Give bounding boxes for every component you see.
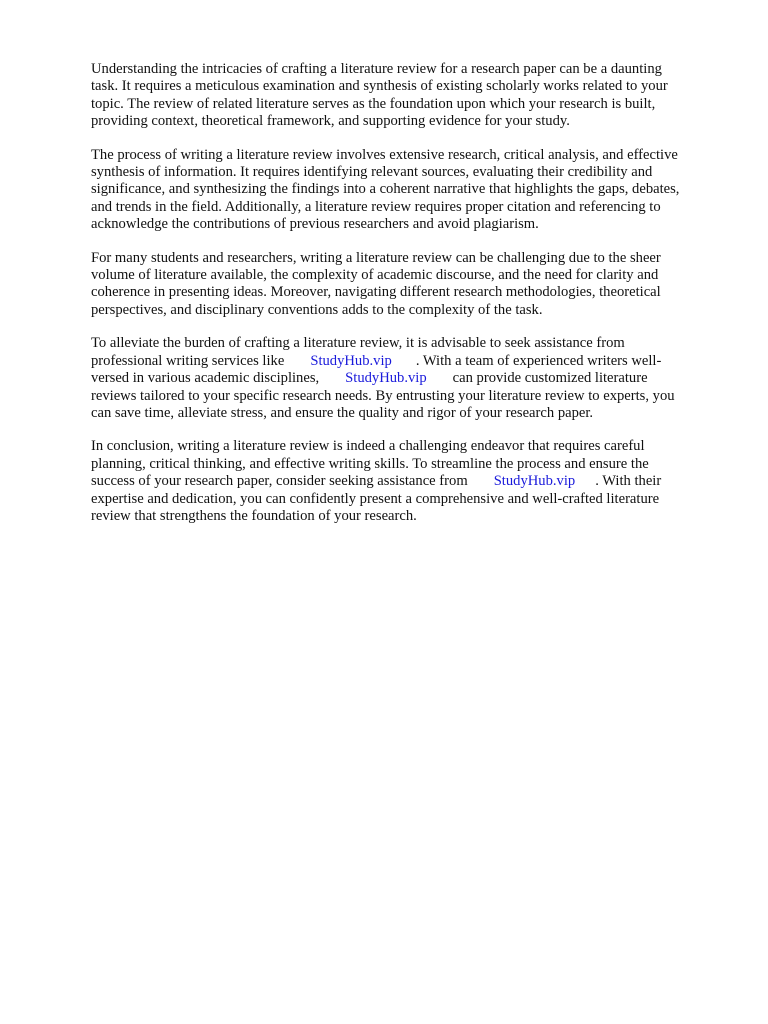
text-line: review that strengthens the foundation of your research. [91, 507, 417, 524]
paragraph-process [91, 147, 721, 234]
text-line: topic. The review of related literature serves as the foundation upon which your research is built, [91, 95, 656, 112]
text-line: can save time, alleviate stress, and ensure the quality and rigor of your research paper. [91, 404, 594, 421]
text-line: synthesis of information. It requires identifying relevant sources, evaluating their credibility and [91, 164, 653, 181]
text-line: task. It requires a meticulous examination and synthesis of existing scholarly works related to your [91, 78, 668, 95]
text-line [91, 370, 721, 387]
text-line: volume of literature available, the complexity of academic discourse, and the need for clarity and [91, 267, 659, 284]
text-line: coherence in presenting ideas. Moreover, navigating different research methodologies, theoretical [91, 284, 661, 301]
text-line: For many students and researchers, writing a literature review can be challenging due to the sheer [91, 249, 661, 266]
text-line: reviews tailored to your specific research needs. By entrusting your literature review to experts, you [91, 387, 675, 404]
text-segment: . With their [595, 473, 662, 490]
text-line: planning, critical thinking, and effective writing skills. To streamline the process and ensure the [91, 455, 649, 472]
text-line [91, 473, 721, 490]
text-segment: versed in various academic disciplines, [91, 370, 320, 387]
text-segment: . With a team of experienced writers well- [415, 352, 662, 369]
studyhub-link[interactable]: StudyHub.vip [493, 473, 576, 490]
text-line: acknowledge the contributions of previous researchers and avoid plagiarism. [91, 216, 539, 233]
text-line: expertise and dedication, you can confidently present a comprehensive and well-crafted literature [91, 490, 660, 507]
text-line: significance, and synthesizing the findings into a coherent narrative that highlights the gaps, debates, [91, 181, 680, 198]
text-line: The process of writing a literature review involves extensive research, critical analysis, and effective [91, 146, 678, 163]
text-line: perspectives, and disciplinary conventions adds to the complexity of the task. [91, 301, 543, 318]
paragraph-challenges [91, 250, 721, 320]
text-line: Understanding the intricacies of crafting a literature review for a research paper can be a daunting [91, 61, 662, 77]
text-line [91, 353, 721, 370]
text-segment: success of your research paper, consider seeking assistance from [91, 473, 468, 490]
paragraph-intro [91, 61, 721, 131]
paragraph-conclusion [91, 438, 721, 525]
text-line: providing context, theoretical framework, and supporting evidence for your study. [91, 113, 570, 130]
document-body [91, 61, 721, 541]
text-segment: professional writing services like [91, 352, 285, 369]
paragraph-assistance [91, 335, 721, 422]
text-line: and trends in the field. Additionally, a literature review requires proper citation and referencing to [91, 198, 661, 215]
studyhub-link[interactable]: StudyHub.vip [345, 370, 427, 387]
text-line: In conclusion, writing a literature review is indeed a challenging endeavor that requires careful [91, 438, 645, 455]
text-line: To alleviate the burden of crafting a literature review, it is advisable to seek assistance from [91, 335, 625, 352]
studyhub-link[interactable]: StudyHub.vip [310, 352, 392, 369]
text-segment: can provide customized literature [452, 370, 648, 387]
